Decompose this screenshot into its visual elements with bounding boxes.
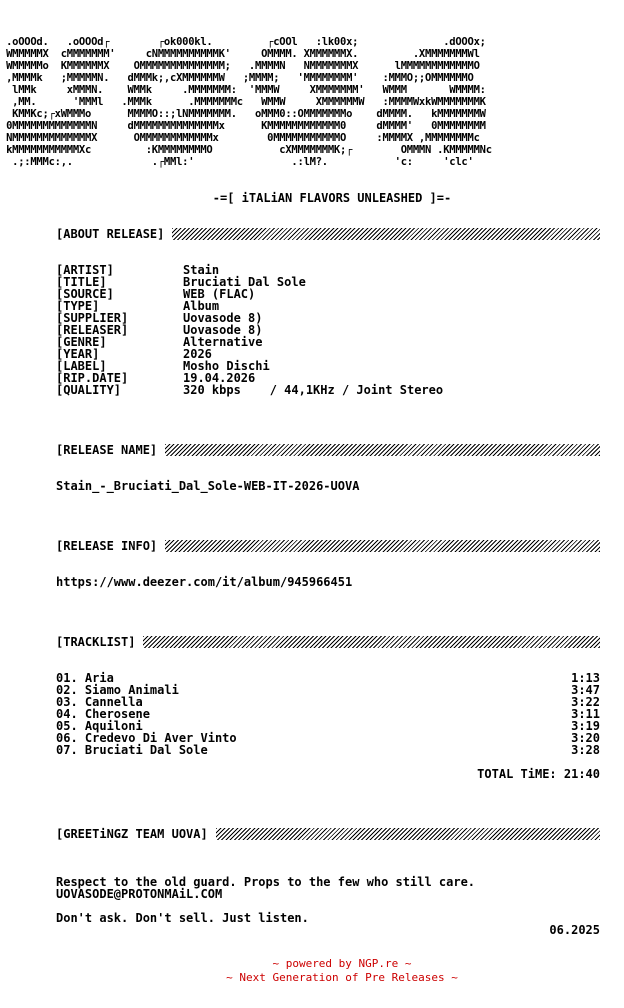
tagline: -=[ iTALiAN FLAVORS UNLEASHED ]=- bbox=[212, 191, 452, 205]
ascii-art-line: WMMMMMo KMMMMMMX OMMMMMMMMMMMMMM; .MMMMN NMMMMMMMX lMMMMMMMMMMMMO bbox=[0, 60, 480, 72]
about-key: [GENRE] bbox=[56, 335, 107, 349]
track-title: 01. Aria bbox=[56, 671, 114, 685]
ascii-art-logo bbox=[0, 36, 624, 168]
about-key: [TITLE] bbox=[56, 275, 107, 289]
about-value: Album bbox=[183, 299, 220, 313]
about-row bbox=[56, 324, 600, 336]
section-title-release-info: [RELEASE INFO] bbox=[56, 539, 158, 553]
about-row bbox=[56, 276, 600, 288]
track-duration: 3:28 bbox=[571, 743, 600, 757]
ascii-art-line: 0MMMMMMMMMMMMMN dMMMMMMMMMMMMMMx KMMMMMMMMMMMM0 dMMMM' 0MMMMMMMM bbox=[0, 120, 486, 132]
section-divider-bar bbox=[143, 636, 600, 648]
track-duration: 3:20 bbox=[571, 731, 600, 745]
ascii-art-line: ,MMMMk ;MMMMMN. dMMMk;,cXMMMMMMW ;MMMM; 'MMMMMMMM' :MMMO;;OMMMMMMO bbox=[0, 72, 474, 84]
ascii-art-line: .;:MMMc:,. .┌MMl:' .:lM?. 'c: 'clc' bbox=[0, 156, 474, 168]
track-duration: 3:11 bbox=[571, 707, 600, 721]
section-header-greetings bbox=[56, 827, 600, 841]
footer-powered-by: ~ powered by NGP.re ~ bbox=[272, 957, 412, 970]
total-time: TOTAL TiME: 21:40 bbox=[477, 767, 600, 781]
about-value: 2026 bbox=[183, 347, 212, 361]
about-row bbox=[56, 264, 600, 276]
section-title-release-name: [RELEASE NAME] bbox=[56, 443, 158, 457]
section-header-about bbox=[56, 227, 600, 241]
about-key: [SOURCE] bbox=[56, 287, 114, 301]
about-value: 320 kbps / 44,1KHz / Joint Stereo bbox=[183, 383, 444, 397]
about-row bbox=[56, 300, 600, 312]
section-divider-bar bbox=[165, 444, 600, 456]
section-title-about: [ABOUT RELEASE] bbox=[56, 227, 165, 241]
about-row bbox=[56, 336, 600, 348]
section-divider-bar bbox=[165, 540, 600, 552]
section-title-greetings: [GREETiNGZ TEAM UOVA] bbox=[56, 827, 208, 841]
about-key: [RIP.DATE] bbox=[56, 371, 129, 385]
about-value: 19.04.2026 bbox=[183, 371, 256, 385]
ascii-art-line: NMMMMMMMMMMMMMX OMMMMMMMMMMMMx 0MMMMMMMMMMMO :MMMMX ,MMMMMMMMc bbox=[0, 132, 480, 144]
about-value: Stain bbox=[183, 263, 220, 277]
ascii-art-line: .oOOOd. .oOOOd┌ ┌ok000kl. ┌cOOl :lk00x; .dOOOx; bbox=[0, 36, 486, 48]
tracklist bbox=[56, 672, 600, 756]
about-row bbox=[56, 384, 600, 396]
greetings-line-2: Don't ask. Don't sell. Just listen. bbox=[56, 911, 309, 925]
contact-email: UOVASODE@PROTONMAiL.COM bbox=[56, 887, 223, 901]
about-row bbox=[56, 360, 600, 372]
about-key: [SUPPLIER] bbox=[56, 311, 129, 325]
section-header-release-name bbox=[56, 443, 600, 457]
section-header-release-info bbox=[56, 539, 600, 553]
about-key: [TYPE] bbox=[56, 299, 100, 313]
track-duration: 3:47 bbox=[571, 683, 600, 697]
about-row bbox=[56, 348, 600, 360]
section-title-tracklist: [TRACKLIST] bbox=[56, 635, 136, 649]
about-key: [LABEL] bbox=[56, 359, 107, 373]
about-row bbox=[56, 312, 600, 324]
about-value: Alternative bbox=[183, 335, 263, 349]
track-row bbox=[56, 744, 600, 756]
track-duration: 1:13 bbox=[571, 671, 600, 685]
track-title: 07. Bruciati Dal Sole bbox=[56, 743, 208, 757]
section-header-tracklist bbox=[56, 635, 600, 649]
track-title: 02. Siamo Animali bbox=[56, 683, 179, 697]
about-release-list bbox=[56, 264, 600, 396]
section-divider-bar bbox=[172, 228, 600, 240]
release-name-value: Stain_-_Bruciati_Dal_Sole-WEB-IT-2026-UOVA bbox=[56, 479, 360, 493]
about-value: Mosho Dischi bbox=[183, 359, 270, 373]
release-date: 06.2025 bbox=[549, 923, 600, 937]
footer-tagline: ~ Next Generation of Pre Releases ~ bbox=[226, 971, 458, 984]
about-key: [ARTIST] bbox=[56, 263, 114, 277]
about-row bbox=[56, 288, 600, 300]
ascii-art-line: KMMKc;┌xWMMMo MMMMO::;lNMMMMMMM. oMMM0::OMMMMMMMo dMMMM. kMMMMMMMW bbox=[0, 108, 486, 120]
about-key: [YEAR] bbox=[56, 347, 100, 361]
about-value: WEB (FLAC) bbox=[183, 287, 256, 301]
track-title: 05. Aquiloni bbox=[56, 719, 143, 733]
about-key: [RELEASER] bbox=[56, 323, 129, 337]
about-value: Bruciati Dal Sole bbox=[183, 275, 306, 289]
track-duration: 3:22 bbox=[571, 695, 600, 709]
greetings-line-1: Respect to the old guard. Props to the few who still care. bbox=[56, 875, 476, 889]
ascii-art-line: ,MM. 'MMMl .MMMk .MMMMMMMc WMMW XMMMMMMW :MMMMWxkWMMMMMMMK bbox=[0, 96, 486, 108]
about-value: Uovasode 8) bbox=[183, 311, 263, 325]
about-key: [QUALITY] bbox=[56, 383, 122, 397]
section-divider-bar bbox=[216, 828, 600, 840]
track-title: 04. Cherosene bbox=[56, 707, 150, 721]
ascii-art-line: lMMk xMMMN. WMMk .MMMMMMM: 'MMMW XMMMMMMM' WMMM WMMMM: bbox=[0, 84, 486, 96]
ascii-art-line: WMMMMMX cMMMMMMM' cNMMMMMMMMMMK' OMMMM. XMMMMMMX. .XMMMMMMMWl bbox=[0, 48, 480, 60]
track-title: 06. Credevo Di Aver Vinto bbox=[56, 731, 237, 745]
about-value: Uovasode 8) bbox=[183, 323, 263, 337]
track-title: 03. Cannella bbox=[56, 695, 143, 709]
ascii-art-line: kMMMMMMMMMMMXc :KMMMMMMMMO cXMMMMMMMK;┌ OMMMN .KMMMMMNc bbox=[0, 144, 492, 156]
track-duration: 3:19 bbox=[571, 719, 600, 733]
release-info-url: https://www.deezer.com/it/album/945966451 bbox=[56, 575, 353, 589]
